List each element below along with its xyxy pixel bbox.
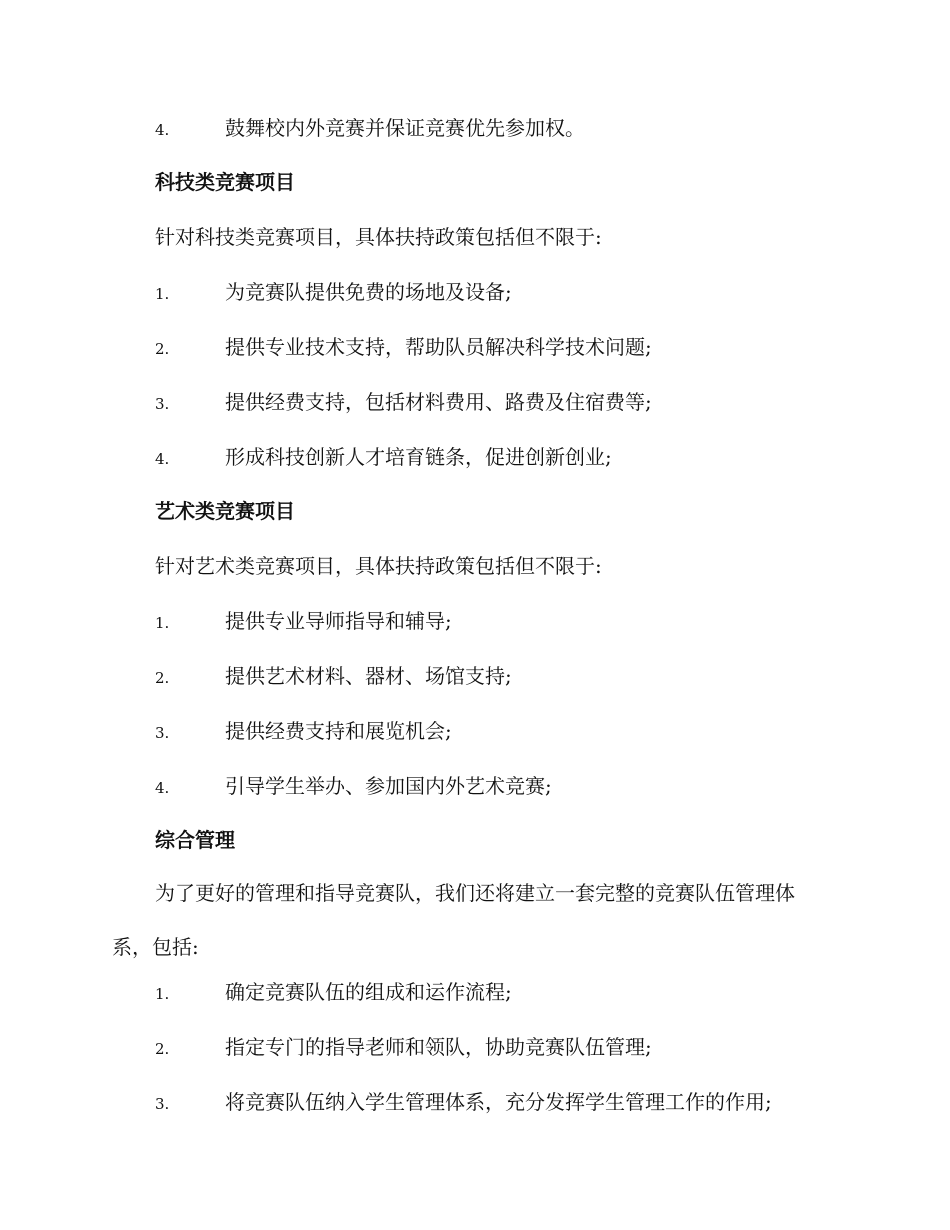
list-item-number: 3.	[155, 395, 170, 413]
section-intro-tech: 针对科技类竞赛项目，具体扶持政策包括但不限于:	[155, 225, 602, 249]
list-item-number: 1.	[155, 614, 170, 632]
list-item-text: 提供经费支持和展览机会;	[225, 719, 452, 743]
list-item-text: 鼓舞校内外竞赛并保证竞赛优先参加权。	[225, 116, 585, 140]
list-item-number: 1.	[155, 285, 170, 303]
list-item-text: 提供艺术材料、器材、场馆支持;	[225, 664, 512, 688]
list-item-number: 3.	[155, 724, 170, 742]
list-item	[155, 660, 855, 692]
list-item	[155, 605, 855, 637]
section-intro-art: 针对艺术类竞赛项目，具体扶持政策包括但不限于:	[155, 554, 602, 578]
section-heading-tech: 科技类竞赛项目	[155, 170, 295, 194]
list-item-text: 引导学生举办、参加国内外艺术竞赛;	[225, 774, 552, 798]
section-intro-management: 为了更好的管理和指导竞赛队，我们还将建立一套完整的竞赛队伍管理体系，包括:	[112, 881, 795, 959]
list-item-number: 4.	[155, 121, 170, 139]
list-item	[155, 331, 855, 363]
list-item	[155, 112, 855, 144]
list-item	[155, 1086, 855, 1118]
list-item-number: 4.	[155, 450, 170, 468]
list-item-number: 2.	[155, 669, 170, 687]
list-item	[155, 441, 855, 473]
section-heading-art: 艺术类竞赛项目	[155, 499, 295, 523]
list-item	[155, 276, 855, 308]
list-item	[155, 976, 855, 1008]
list-item-text: 确定竞赛队伍的组成和运作流程;	[225, 980, 512, 1004]
list-item-number: 3.	[155, 1095, 170, 1113]
list-item-text: 提供经费支持，包括材料费用、路费及住宿费等;	[225, 390, 652, 414]
list-item-number: 2.	[155, 340, 170, 358]
list-item-number: 4.	[155, 779, 170, 797]
section-heading-management: 综合管理	[155, 828, 235, 852]
list-item	[155, 715, 855, 747]
list-item-text: 指定专门的指导老师和领队，协助竞赛队伍管理;	[225, 1035, 652, 1059]
list-item	[155, 386, 855, 418]
list-item-text: 提供专业技术支持，帮助队员解决科学技术问题;	[225, 335, 652, 359]
list-item-number: 1.	[155, 985, 170, 1003]
list-item	[155, 1031, 855, 1063]
list-item	[155, 770, 855, 802]
list-item-number: 2.	[155, 1040, 170, 1058]
list-item-text: 为竞赛队提供免费的场地及设备;	[225, 280, 512, 304]
list-item-text: 形成科技创新人才培育链条，促进创新创业;	[225, 445, 612, 469]
list-item-text: 将竞赛队伍纳入学生管理体系，充分发挥学生管理工作的作用;	[225, 1090, 772, 1114]
list-item-text: 提供专业导师指导和辅导;	[225, 609, 452, 633]
